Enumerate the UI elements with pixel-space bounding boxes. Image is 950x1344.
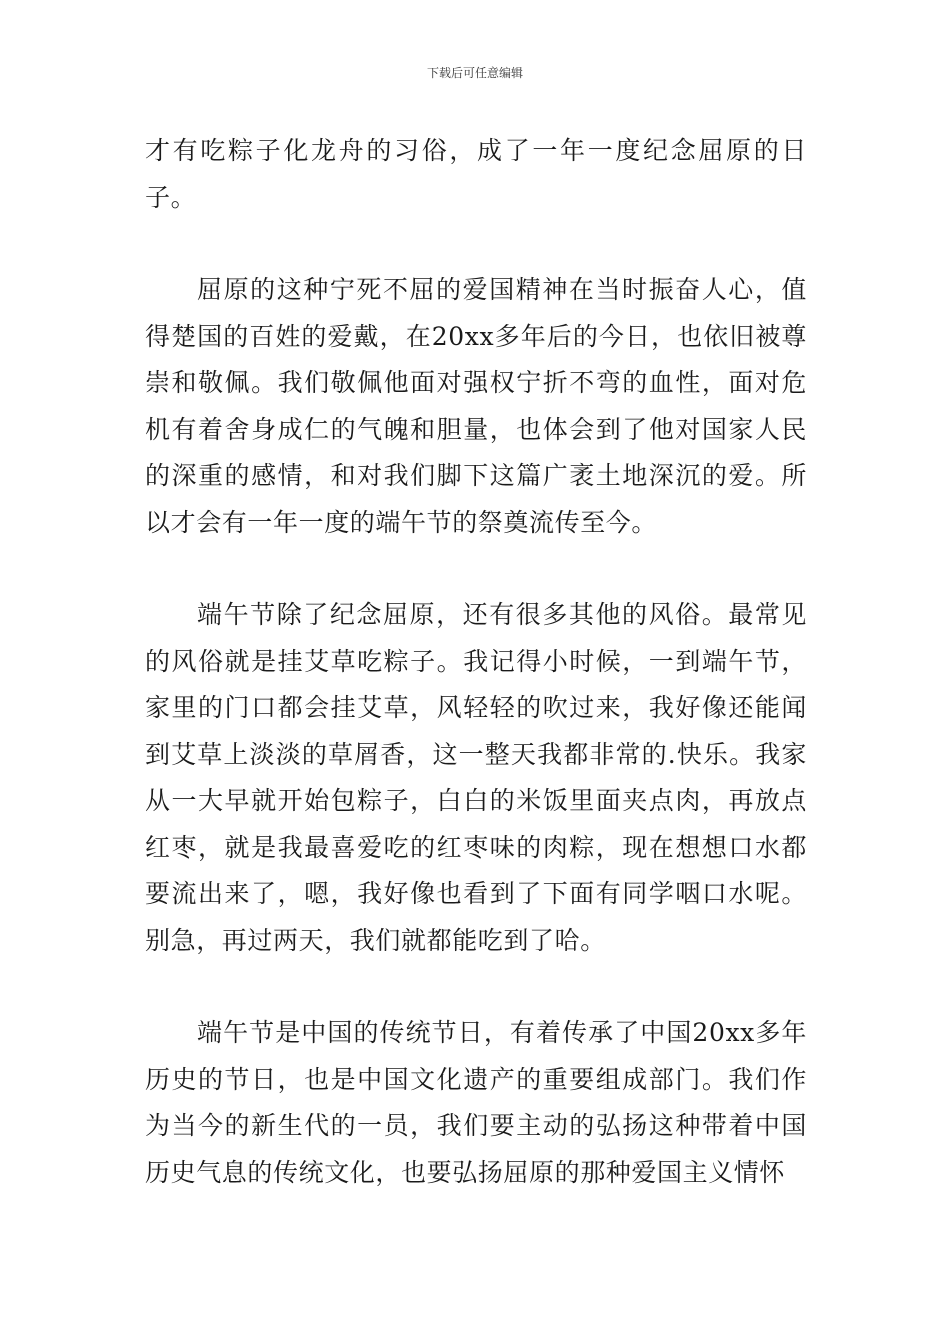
page-header-note: 下载后可任意编辑 [426, 66, 523, 80]
paragraph-traditional-festival: 端午节是中国的传统节日，有着传承了中国20xx多年历史的节日，也是中国文化遗产的重要组成部门。我们作为当今的新生代的一员，我们要主动的弘扬这种带着中国历史气息的传统文化，也要弘扬屈原的那种爱国主义情怀 [145, 1018, 807, 1187]
paragraph-dragon-boat-customs: 端午节除了纪念屈原，还有很多其他的风俗。最常见的风俗就是挂艾草吃粽子。我记得小时候，一到端午节，家里的门口都会挂艾草，风轻轻的吹过来，我好像还能闻到艾草上淡淡的草屑香，这一整天我都非常的.快乐。我家从一大早就开始包粽子，白白的米饭里面夹点肉，再放点红枣，就是我最喜爱吃的红枣味的肉粽，现在想想口水都要流出来了，嗯，我好像也看到了下面有同学咽口水呢。别急，再过两天，我们就都能吃到了哈。 [145, 600, 807, 955]
paragraph-quyuan-spirit: 屈原的这种宁死不屈的爱国精神在当时振奋人心，值得楚国的百姓的爱戴，在20xx多年后的今日，也依旧被尊崇和敬佩。我们敬佩他面对强权宁折不弯的血性，面对危机有着舍身成仁的气魄和胆量，也体会到了他对国家人民的深重的感情，和对我们脚下这篇广袤土地深沉的爱。所以才会有一年一度的端午节的祭奠流传至今。 [145, 275, 807, 537]
document-body [145, 128, 807, 1196]
paragraph-continuation: 才有吃粽子化龙舟的习俗，成了一年一度纪念屈原的日子。 [145, 136, 807, 212]
